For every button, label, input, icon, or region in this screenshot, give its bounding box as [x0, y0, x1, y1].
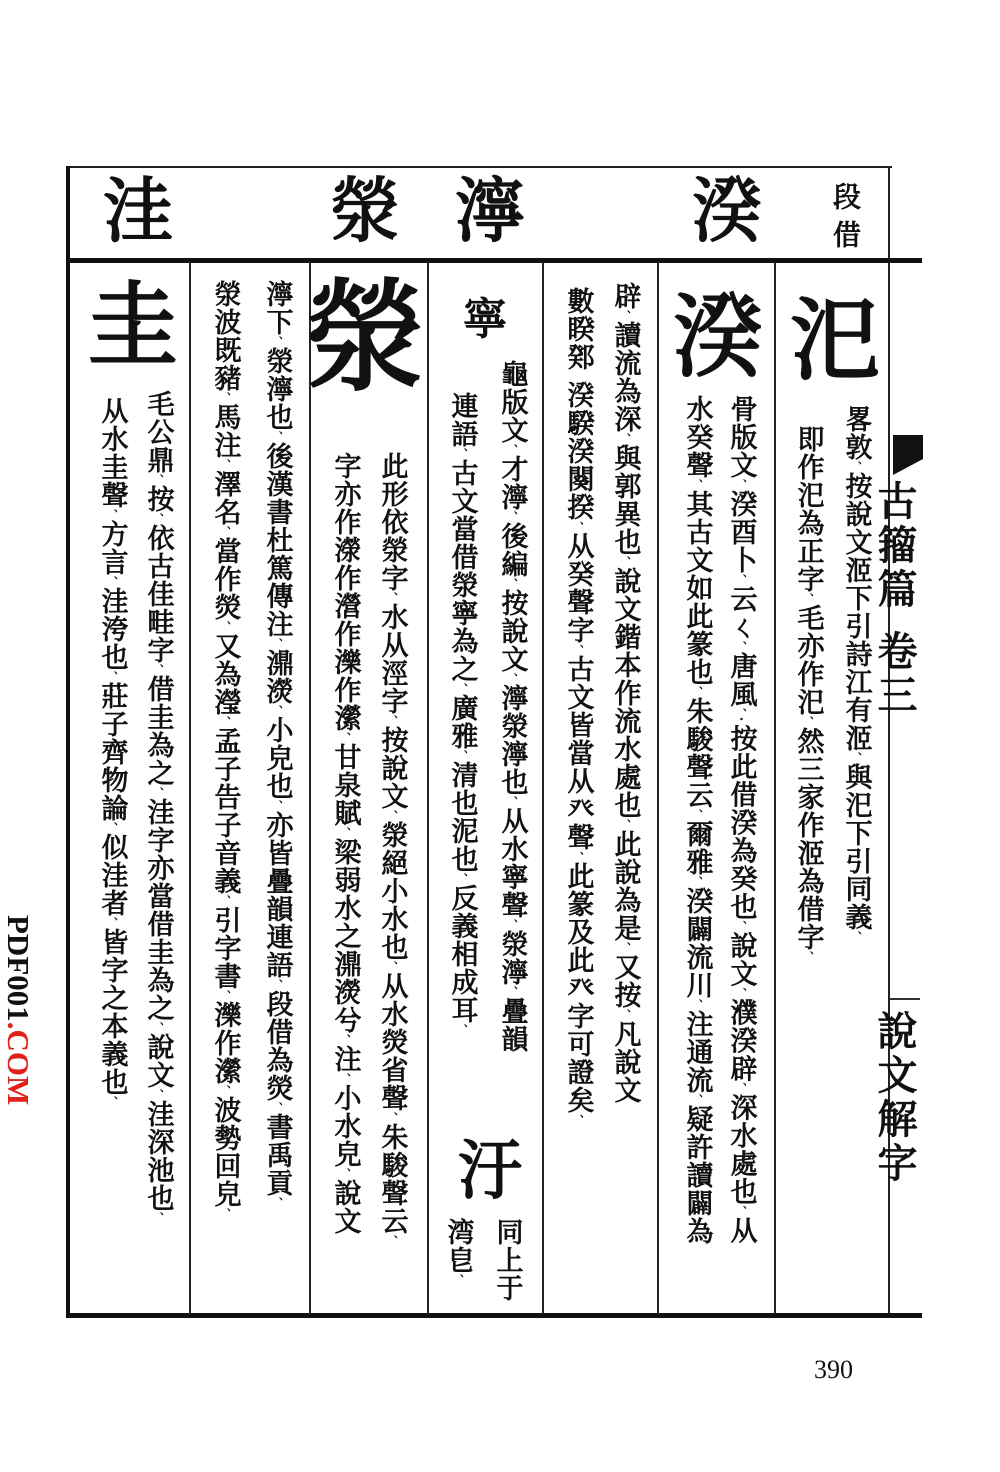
header-rule — [66, 258, 922, 263]
column-text-line: 滎波既豬、馬注、澤名、當作熒、又為瀅、孟子告子音義、引字書、濼作瀠、波勢回皃、 — [209, 280, 241, 1219]
column-text-line: 湾皀、 — [442, 1218, 474, 1285]
column-divider — [657, 262, 659, 1314]
seal-script-glyph: 寧 — [463, 294, 507, 345]
page-number: 390 — [814, 1355, 853, 1384]
column-text-line: 辟、讀流為深、與郭異也、說文鍇本作流水處也、此說為是、又按、凡說文 — [609, 282, 641, 1104]
header-character: 滎 — [330, 169, 400, 252]
column-divider — [189, 262, 191, 1314]
column-text-line: 毛公鼎、按、依古佳畦字、借圭為之、洼字亦當借圭為之、說文、洼深池也、 — [142, 390, 174, 1223]
column-text-line: 即作汜為正字、毛亦作汜、然三家作洍為借字、 — [792, 425, 824, 962]
header-character: 濘 — [455, 169, 525, 252]
column-text-line: 畧敦、按說文洍下引詩江有洍、與汜下引同義、 — [840, 405, 872, 942]
column-text-line: 濘下、滎濘也、後漢書杜篤傳注、濎濙、小皃也、亦皆疊韻連語、段借為熒、書禹貢、 — [261, 280, 293, 1208]
column-text-line: 字亦作濴作瀯作濼作瀠、甘泉賦、梁弱水之濎濙兮、注、小水皃、說文 — [329, 452, 361, 1235]
bottom-rule — [66, 1313, 922, 1318]
column-divider — [427, 262, 429, 1314]
spine-marker — [893, 435, 923, 475]
watermark — [2, 915, 38, 1105]
header-note: 段借 — [829, 182, 862, 258]
seal-script-glyph: 圭 — [88, 272, 178, 378]
seal-script-glyph: 汙 — [458, 1134, 522, 1209]
column-divider — [542, 262, 544, 1314]
watermark-suffix: .COM — [1, 1021, 36, 1106]
column-text-line: 从水圭聲、方言、洼洿也、莊子齊物論、似洼者、皆字之本義也、 — [96, 397, 128, 1107]
column-divider — [309, 262, 311, 1314]
column-text-line: 龜版文、才濘、後編、按說文、濘滎濘也、从水寧聲、滎濘、疊韻 — [496, 360, 528, 1053]
seal-script-glyph: 湀 — [673, 284, 763, 390]
spine-subtitle: 說文解字 — [871, 1010, 918, 1186]
column-text-line: 水癸聲、其古文如此篆也、朱駿聲云、爾雅、湀闢流川、注通流、疑許讀闢為 — [681, 395, 713, 1245]
column-text-line: 骨版文、湀酉卜、云ㄑ、唐風、・按此借湀為癸也、說文、濮湀辟、深水處也、从 — [725, 395, 757, 1245]
column-text-line: 連語、古文當借滎寧為之、廣雅、清也泥也、反義相成耳、 — [446, 392, 478, 1035]
column-divider — [774, 262, 776, 1314]
seal-script-glyph: 滎 — [305, 267, 425, 408]
column-text-line: 同上于 — [491, 1218, 523, 1302]
column-text-line: 數睽鄈 湀騤湀闋揆、从癸聲字、古文皆當从癶聲、此篆及此癶字可證矣、 — [562, 287, 594, 1126]
spine-title: 古籀篇 卷三 — [871, 480, 918, 718]
column-text-line: 此形依滎字、水从涇字、按說文、滎絕小水也、从水熒省聲、朱駿聲云、 — [376, 452, 408, 1246]
header-character: 湀 — [692, 169, 762, 252]
watermark-main: PDF001 — [1, 915, 36, 1022]
frame-top-border — [66, 166, 892, 168]
seal-script-glyph: 汜 — [790, 287, 880, 393]
spine-rule — [890, 998, 920, 1000]
header-character: 洼 — [103, 169, 173, 252]
frame-left-border — [66, 166, 70, 1318]
